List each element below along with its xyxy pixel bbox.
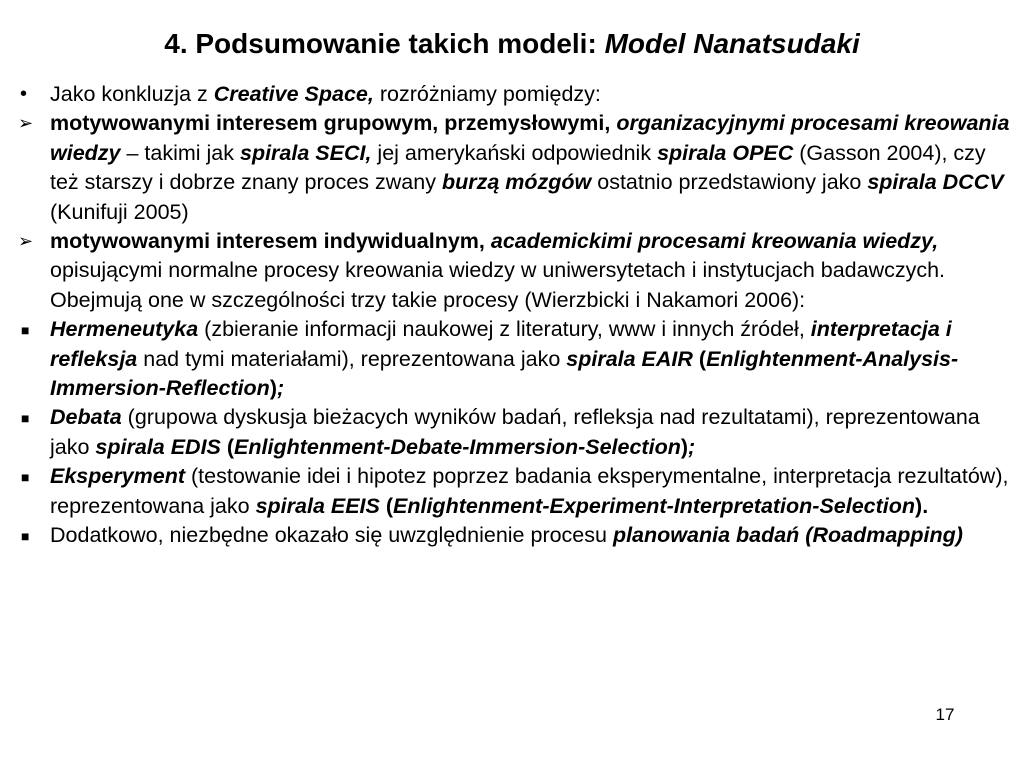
list-item-individual-processes	[18, 227, 1016, 315]
page-number: 17	[935, 705, 955, 724]
text-run-emphasis: ;	[277, 376, 285, 401]
text-run: Jako konkluzja z	[50, 82, 214, 106]
text-run-emphasis: spirala EAIR	[566, 346, 693, 371]
text-run-emphasis: Hermeneutyka	[50, 317, 199, 342]
text-run: (Kunifuji 2005)	[50, 199, 189, 224]
text-run: ostatnio przedstawiony jako	[591, 170, 868, 195]
text-run: (zbieranie informacji naukowej z literatury, www i innych źródeł,	[198, 317, 811, 342]
text-run: (testowanie idei i hipotez poprzez badania eksperymentalne, interpretacja rezultatów), reprezentowana jako	[50, 464, 1009, 518]
text-run: (Gasson 2004), czy też starszy i dobrze znany proces zwany	[50, 140, 986, 195]
text-run-bold: .	[922, 493, 929, 518]
bullet-square-icon: ■	[21, 528, 30, 545]
list-item-experiment	[18, 462, 1016, 521]
text-run-emphasis: Enlightenment-Debate-Immersion-Selection	[234, 434, 681, 459]
text-run-bold: motywowanymi interesem indywidualnym,	[50, 229, 491, 254]
text-run-bold: )	[269, 376, 277, 401]
text-run-emphasis: burzą mózgów	[441, 170, 592, 195]
text-run-bold: )	[915, 493, 923, 518]
text-run-bold: (	[379, 493, 394, 518]
slide-title	[0, 24, 1024, 64]
text-run-emphasis: interpretacja i refleksja	[50, 317, 952, 371]
text-run-emphasis: Enlightenment-Analysis-Immersion-Reflection	[50, 346, 959, 401]
text-run-emphasis: spirala DCCV	[867, 170, 1004, 195]
slide-title-prefix: 4. Podsumowanie takich modeli:	[164, 28, 605, 59]
text-run-emphasis: spirala EEIS	[255, 493, 380, 518]
text-run-bold: (	[220, 434, 235, 459]
text-run-emphasis: Debata	[50, 405, 122, 430]
text-run: (grupowa dyskusja bieżacych wyników badań, refleksja nad rezultatami), reprezentowana jako	[50, 405, 980, 459]
list-item-conclusion	[18, 80, 1016, 109]
text-run-emphasis: organizacyjnymi procesami kreowania wiedzy	[50, 111, 1010, 165]
bullet-square-icon: ■	[21, 410, 30, 427]
text-run: nad tymi materiałami), reprezentowana jako	[137, 346, 567, 371]
text-run-emphasis: Creative Space,	[213, 82, 374, 106]
text-run: rozróżniamy pomiędzy:	[373, 82, 601, 106]
bullet-square-icon: ■	[21, 322, 30, 339]
text-run-bold: motywowanymi interesem grupowym, przemysłowymi,	[50, 111, 617, 136]
list-item-debate	[18, 403, 1016, 462]
text-run-bold: )	[680, 434, 689, 459]
bullet-arrow-icon: ➢	[18, 231, 34, 252]
bullet-dot-icon: •	[20, 83, 28, 105]
slide-content	[18, 80, 1016, 551]
text-run: Dodatkowo, niezbędne okazało się uwzględnienie procesu	[50, 523, 613, 548]
text-run-emphasis: ;	[688, 434, 696, 459]
bullet-square-icon: ■	[21, 469, 30, 486]
text-run-emphasis: spirala OPEC	[657, 140, 794, 165]
list-item-hermeneutics	[18, 315, 1016, 403]
list-item-roadmapping	[18, 521, 1016, 550]
slide-title-emphasis: Model Nanatsudaki	[604, 28, 860, 59]
text-run: – takimi jak	[120, 140, 240, 165]
bullet-arrow-icon: ➢	[18, 113, 34, 134]
text-run-emphasis: Enlightenment-Experiment-Interpretation-Selection	[393, 493, 916, 518]
text-run-emphasis: spirala EDIS	[95, 434, 221, 459]
text-run: opisującymi normalne procesy kreowania wiedzy w uniwersytetach i instytucjach badawczych. Obejmują one w szczególności trzy takie procesy (Wierzbicki i Nakamori 2006):	[50, 258, 946, 312]
list-item-group-processes	[18, 109, 1016, 227]
text-run-emphasis: spirala SECI,	[239, 140, 372, 165]
text-run-bold: (	[692, 346, 707, 371]
text-run: jej amerykański odpowiednik	[371, 140, 658, 165]
text-run-emphasis: planowania badań (Roadmapping)	[612, 523, 963, 548]
text-run-emphasis: Eksperyment	[50, 464, 186, 489]
text-run-emphasis: academickimi procesami kreowania wiedzy,	[490, 229, 939, 254]
